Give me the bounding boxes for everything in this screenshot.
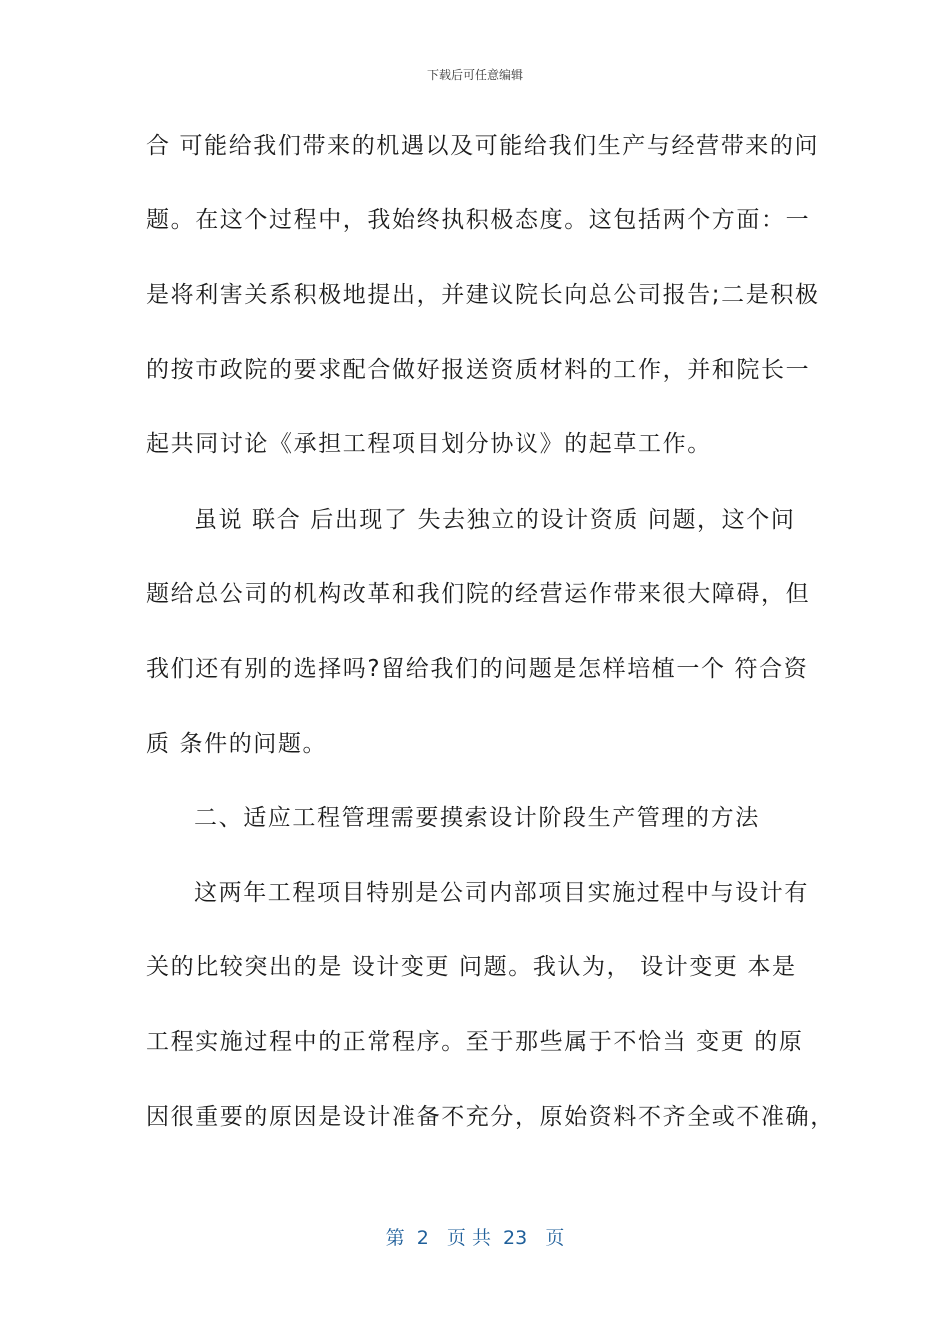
body-line: 质 条件的问题。 — [146, 731, 328, 757]
body-line: 题给总公司的机构改革和我们院的经营运作带来很大障碍，但 — [146, 581, 811, 607]
body-line: 是将利害关系积极地提出，并建议院长向总公司报告;二是积极 — [146, 282, 820, 308]
body-line: 合 可能给我们带来的机遇以及可能给我们生产与经营带来的问 — [146, 133, 820, 159]
body-line: 因很重要的原因是设计准备不充分，原始资料不齐全或不准确， — [146, 1104, 835, 1130]
body-line: 虽说 联合 后出现了 失去独立的设计资质 问题，这个问 — [194, 507, 796, 533]
body-line: 的按市政院的要求配合做好报送资质材料的工作，并和院长一 — [146, 357, 811, 383]
body-line: 工程实施过程中的正常程序。至于那些属于不恰当 变更 的原 — [146, 1029, 804, 1055]
page-number-footer: 第 2 页 共 23 页 — [385, 1227, 565, 1249]
header-note: 下载后可任意编辑 — [426, 68, 523, 82]
body-line: 起共同讨论《承担工程项目划分协议》的起草工作。 — [146, 431, 712, 457]
body-line: 我们还有别的选择吗?留给我们的问题是怎样培植一个 符合资 — [146, 656, 809, 682]
section-heading: 二、适应工程管理需要摸索设计阶段生产管理的方法 — [194, 805, 760, 831]
body-line: 这两年工程项目特别是公司内部项目实施过程中与设计有 — [194, 880, 809, 906]
body-line: 题。在这个过程中，我始终执积极态度。这包括两个方面：一 — [146, 207, 811, 233]
body-line: 关的比较突出的是 设计变更 问题。我认为， 设计变更 本是 — [146, 954, 797, 980]
